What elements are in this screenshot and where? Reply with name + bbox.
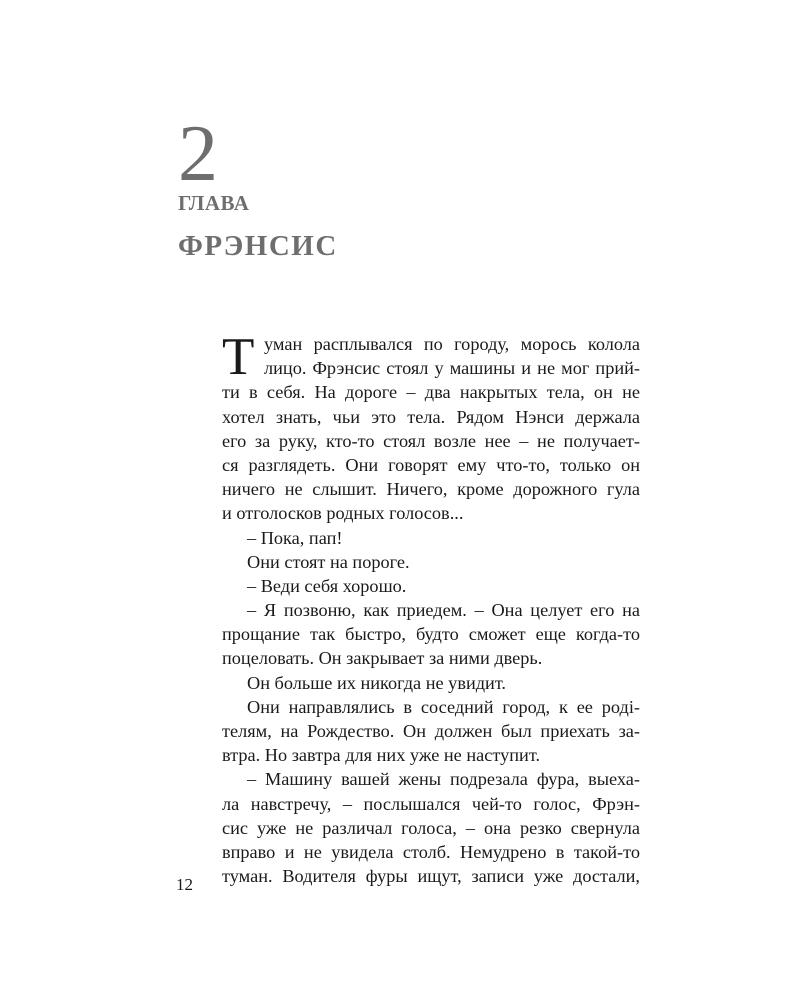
text-line: Они стоят на пороге. — [247, 551, 410, 572]
text-line: уман расплывался по городу, морось колола — [264, 334, 640, 354]
text-line: – Я позвоню, как приедем. – Она целует его на — [247, 600, 640, 621]
chapter-number: 2 — [178, 110, 218, 198]
chapter-title: ФРЭНСИС — [178, 230, 338, 262]
text-line: ся разглядеть. Они говорят ему что-то, только он — [222, 454, 640, 475]
text-line: Он больше их никогда не увидит. — [247, 672, 506, 693]
text-line: его за руку, кто-то стоял возле нее – не получает- — [222, 430, 640, 451]
text-line: лицо. Фрэнсис стоял у машины и не мог прий- — [264, 358, 640, 379]
text-line: сис уже не различал голоса, – она резко свернула — [222, 817, 640, 838]
text-line: – Машину вашей жены подрезала фура, выеха- — [247, 769, 640, 790]
drop-cap: Т — [222, 328, 255, 386]
page-number: 12 — [176, 875, 193, 894]
text-line: ла навстречу, – послышался чей-то голос, Фрэн- — [222, 793, 640, 814]
text-line: – Пока, пап! — [247, 527, 343, 548]
text-line: Они направлялись в соседний город, к ее родi- — [247, 696, 640, 717]
text-line: поцеловать. Он закрывает за ними дверь. — [222, 648, 543, 669]
text-line: и отголосков родных голосов... — [222, 503, 464, 524]
text-line: – Веди себя хорошо. — [247, 575, 407, 596]
text-line: телям, на Рождество. Он должен был приехать за- — [222, 721, 640, 741]
chapter-label: ГЛАВА — [178, 191, 250, 215]
text-line: втра. Но завтра для них уже не наступит. — [222, 745, 541, 766]
chapter-text — [222, 328, 640, 888]
text-line: хотел знать, чьи это тела. Рядом Нэнси держала — [222, 406, 640, 427]
text-line: ти в себя. На дороге – два накрытых тела, он не — [222, 382, 640, 403]
text-line: туман. Водителя фуры ищут, записи уже достали, — [222, 866, 640, 887]
text-line: ничего не слышит. Ничего, кроме дорожного гула — [222, 479, 640, 500]
text-line: вправо и не увидела столб. Немудрено в такой-то — [222, 841, 640, 862]
text-line: прощание так быстро, будто сможет еще когда-то — [222, 624, 640, 645]
